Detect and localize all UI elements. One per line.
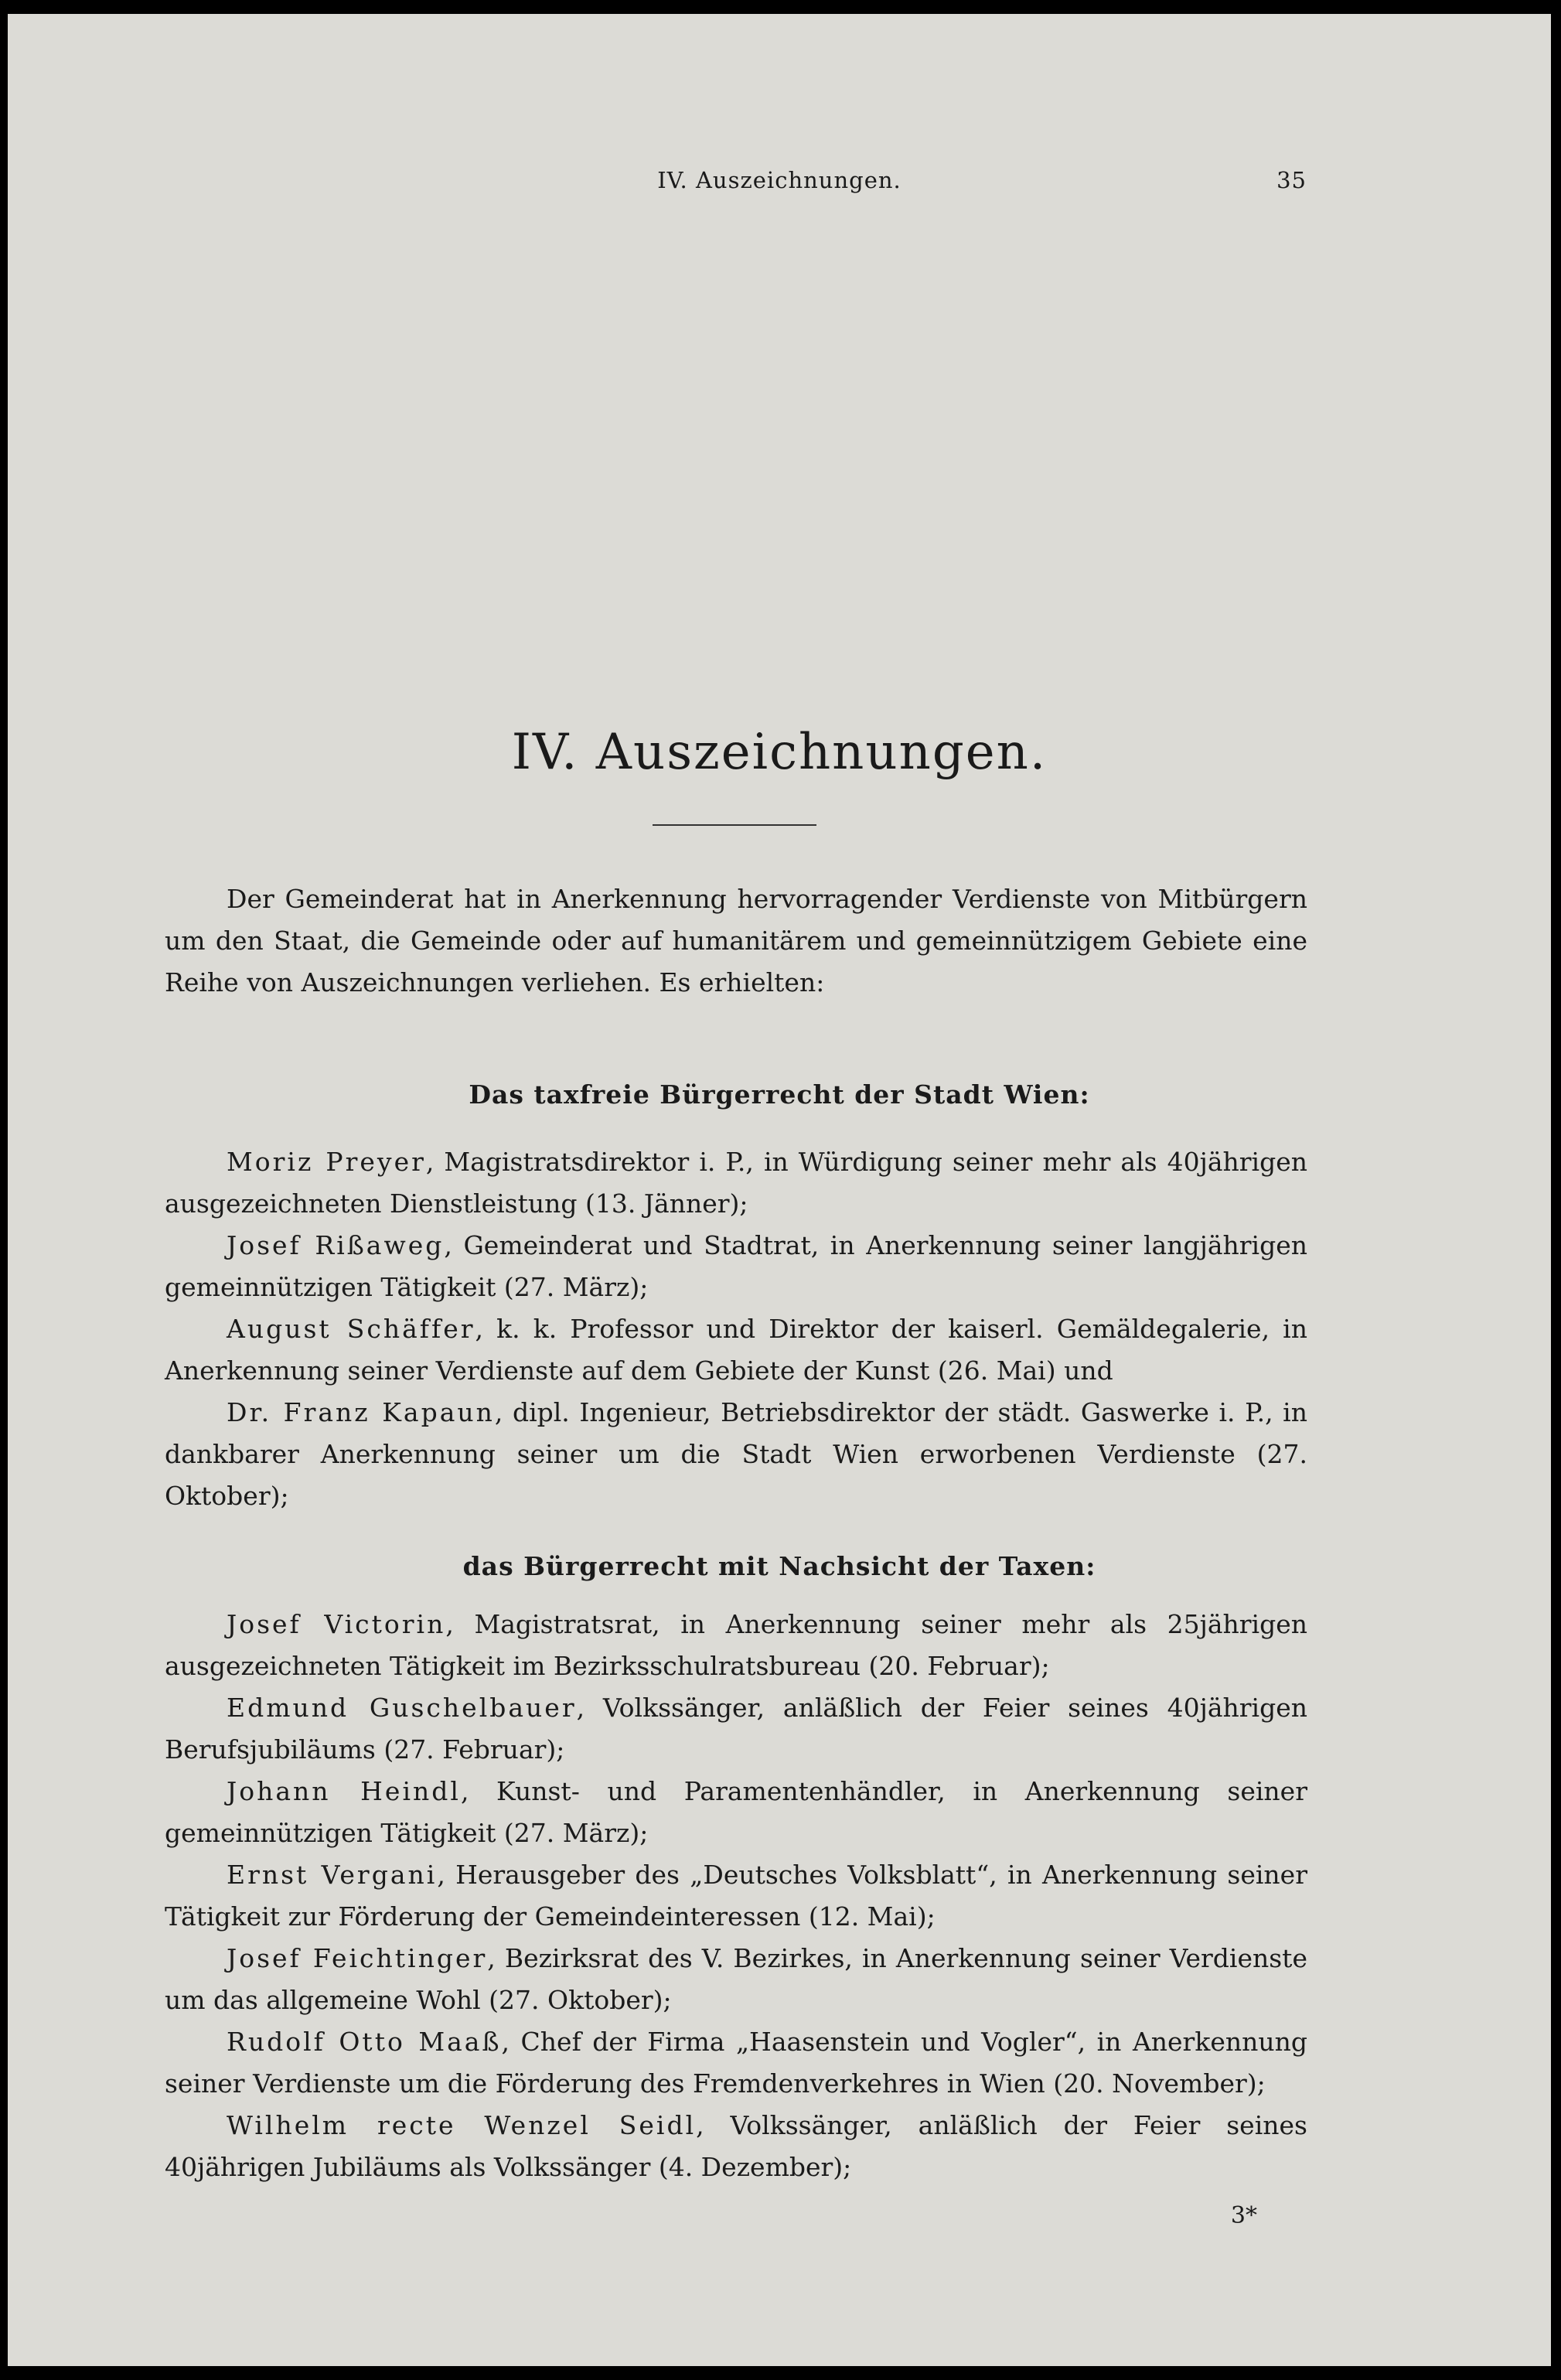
signature-mark: 3* — [1230, 2202, 1257, 2229]
entry-text: , Magistratsrat, in Anerkennung seiner mehr als 25jährigen ausgezeichneten Tätigkeit im Bezirksschulratsbureau (20. Februar); — [165, 1609, 1307, 1681]
entry-text: , Chef der Firma „Haasenstein und Vogler“, in Anerkennung seiner Verdienste um die Förderung des Fremdenverkehres in Wien (20. November); — [165, 2027, 1307, 2099]
intro-text: Der Gemeinderat hat in Anerkennung hervorragender Verdienste von Mitbürgern um den Staat, die Gemeinde oder auf humanitärem und gemeinnützigem Gebiete eine Reihe von Auszeichnungen verliehen. Es erhielten: — [165, 884, 1307, 997]
person-name: Ernst Vergani — [227, 1860, 438, 1890]
entry-text: , Kunst- und Paramentenhändler, in Anerkennung seiner gemeinnützigen Tätigkeit (27. März); — [165, 1776, 1307, 1848]
entry-text: , k. k. Professor und Direktor der kaiserl. Gemäldegalerie, in Anerkennung seiner Verdienste auf dem Gebiete der Kunst (26. Mai) und — [165, 1314, 1307, 1386]
person-name: Edmund Guschelbauer — [227, 1693, 577, 1723]
list-item — [165, 1225, 1307, 1308]
list-item — [165, 1308, 1307, 1392]
entry-text: , Herausgeber des „Deutsches Volksblatt“, in Anerkennung seiner Tätigkeit zur Förderung der Gemeindeinteressen (12. Mai); — [165, 1860, 1307, 1932]
person-name: Dr. Franz Kapaun — [227, 1397, 495, 1427]
person-name: Josef Rißaweg — [227, 1230, 445, 1260]
list-item — [165, 1392, 1307, 1517]
entry-text: , Bezirksrat des V. Bezirkes, in Anerkennung seiner Verdienste um das allgemeine Wohl (27. Oktober); — [165, 1943, 1307, 2015]
person-name: Wilhelm recte Wenzel Seidl — [227, 2110, 697, 2140]
list-item — [165, 1687, 1307, 1771]
person-name: Josef Victorin — [227, 1609, 446, 1639]
section-heading-1: Das taxfreie Bürgerrecht der Stadt Wien: — [469, 1079, 1090, 1110]
entry-text: , dipl. Ingenieur, Betriebsdirektor der städt. Gaswerke i. P., in dankbarer Anerkennung seiner um die Stadt Wien erworbenen Verdienste (27. Oktober); — [165, 1397, 1307, 1511]
list-item — [165, 1604, 1307, 1687]
page — [8, 14, 1551, 2366]
section1-entries — [165, 1141, 1307, 1517]
intro-paragraph — [165, 878, 1307, 1004]
person-name: August Schäffer — [227, 1314, 475, 1344]
page-number: 35 — [1276, 167, 1307, 193]
entry-text: , Magistratsdirektor i. P., in Würdigung seiner mehr als 40jährigen ausgezeichneten Dienstleistung (13. Jänner); — [165, 1147, 1307, 1219]
section-heading-2: das Bürgerrecht mit Nachsicht der Taxen: — [462, 1551, 1096, 1581]
chapter-title: IV. Auszeichnungen. — [511, 724, 1048, 781]
person-name: Moriz Preyer — [227, 1147, 426, 1177]
list-item — [165, 1771, 1307, 1854]
list-item — [165, 1938, 1307, 2021]
list-item — [165, 2105, 1307, 2188]
list-item — [165, 1141, 1307, 1225]
title-divider — [653, 824, 816, 826]
person-name: Rudolf Otto Maaß — [227, 2027, 502, 2057]
entry-text: , Gemeinderat und Stadtrat, in Anerkennung seiner langjährigen gemeinnützigen Tätigkeit (27. März); — [165, 1230, 1307, 1302]
entry-text: , Volkssänger, anläßlich der Feier seines 40jährigen Jubiläums als Volkssänger (4. Dezember); — [165, 2110, 1307, 2182]
list-item — [165, 1854, 1307, 1938]
entry-text: , Volkssänger, anläßlich der Feier seines 40jährigen Berufsjubiläums (27. Februar); — [165, 1693, 1307, 1765]
person-name: Johann Heindl — [227, 1776, 461, 1806]
section2-entries — [165, 1604, 1307, 2188]
person-name: Josef Feichtinger — [227, 1943, 488, 1973]
list-item — [165, 2021, 1307, 2105]
running-title: IV. Auszeichnungen. — [657, 167, 901, 193]
